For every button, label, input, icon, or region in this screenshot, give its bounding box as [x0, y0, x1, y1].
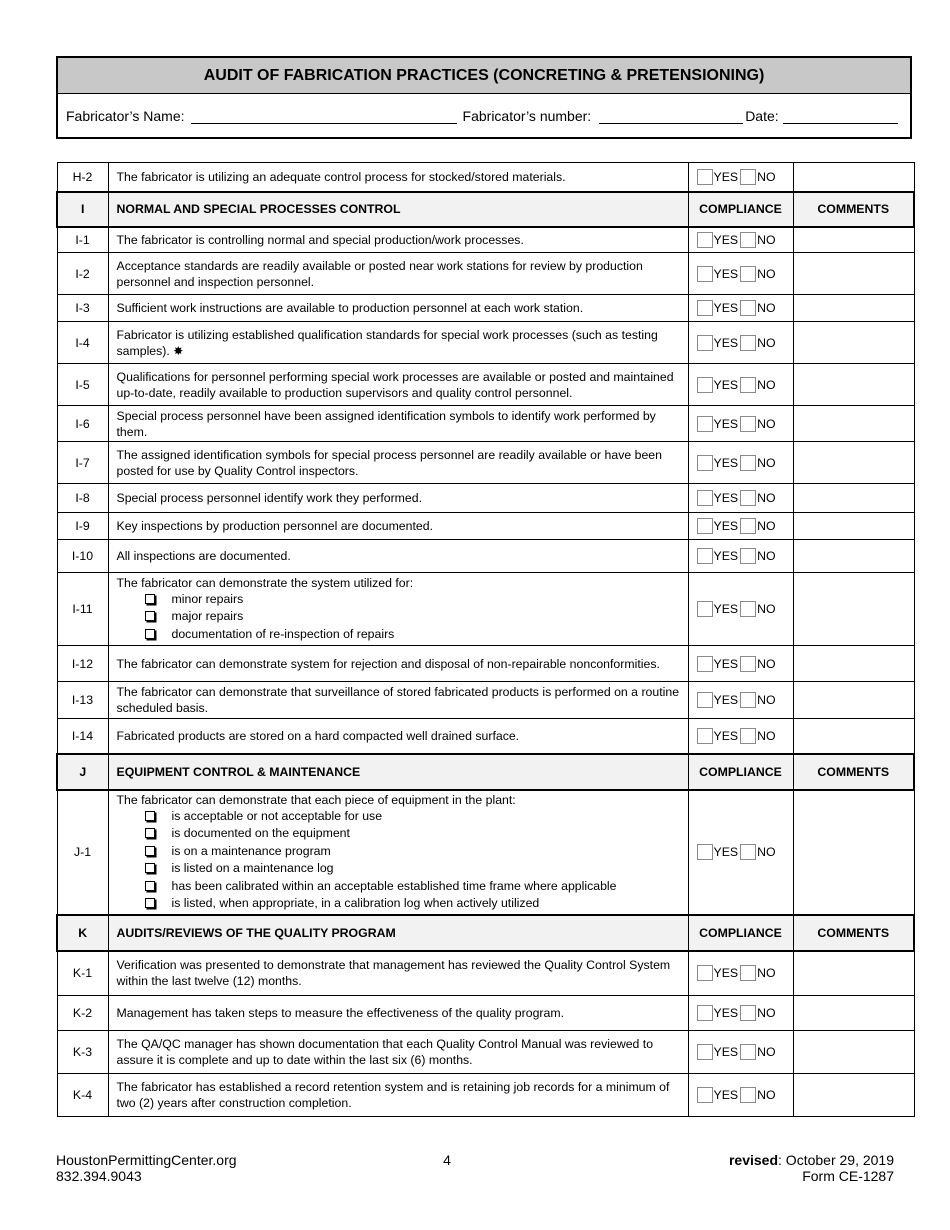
comments-cell[interactable]: [793, 484, 914, 513]
yes-checkbox[interactable]: [697, 548, 713, 564]
item-code: I-12: [57, 646, 108, 682]
list-item: has been calibrated within an acceptable established time frame where applicable: [117, 878, 680, 896]
comments-cell[interactable]: [793, 1074, 914, 1117]
section-title: AUDITS/REVIEWS OF THE QUALITY PROGRAM: [108, 915, 688, 951]
comments-cell[interactable]: [793, 540, 914, 573]
yes-checkbox[interactable]: [697, 232, 713, 248]
item-code: I-2: [57, 253, 108, 295]
fabricator-name-field[interactable]: [191, 109, 457, 124]
list-item: is documented on the equipment: [117, 825, 680, 843]
comments-cell[interactable]: [793, 996, 914, 1031]
compliance-cell: [688, 996, 793, 1031]
item-text: Special process personnel have been assigned identification symbols to identify work performed by them.: [108, 406, 688, 442]
yes-checkbox[interactable]: [697, 728, 713, 744]
item-text: All inspections are documented.: [108, 540, 688, 573]
item-text: The fabricator can demonstrate that surveillance of stored fabricated products is performed on a routine scheduled basis.: [108, 682, 688, 719]
no-checkbox[interactable]: [740, 377, 756, 393]
item-code: I-11: [57, 573, 108, 646]
no-label: NO: [757, 519, 776, 533]
item-code: K-4: [57, 1074, 108, 1117]
section-code: K: [57, 915, 108, 951]
list-item: documentation of re-inspection of repairs: [117, 626, 680, 644]
compliance-cell: [688, 253, 793, 295]
compliance-cell: [688, 295, 793, 322]
no-checkbox[interactable]: [740, 518, 756, 534]
section-title: EQUIPMENT CONTROL & MAINTENANCE: [108, 754, 688, 790]
no-checkbox[interactable]: [740, 548, 756, 564]
no-checkbox[interactable]: [740, 728, 756, 744]
comments-cell[interactable]: [793, 719, 914, 754]
item-text-cell: [108, 573, 688, 646]
yes-checkbox[interactable]: [697, 455, 713, 471]
no-label: NO: [757, 549, 776, 563]
table-row: [57, 322, 914, 364]
yes-checkbox[interactable]: [697, 518, 713, 534]
compliance-header: COMPLIANCE: [688, 915, 793, 951]
comments-cell[interactable]: [793, 322, 914, 364]
yes-checkbox[interactable]: [697, 656, 713, 672]
compliance-cell: [688, 163, 793, 192]
item-code: I-3: [57, 295, 108, 322]
comments-cell[interactable]: [793, 682, 914, 719]
compliance-cell: [688, 646, 793, 682]
compliance-cell: [688, 406, 793, 442]
no-label: NO: [757, 656, 776, 671]
section-header-row: [57, 192, 914, 227]
item-text-cell: [108, 790, 688, 915]
compliance-cell: [688, 540, 793, 573]
comments-cell[interactable]: [793, 573, 914, 646]
section-header-row: [57, 915, 914, 951]
yes-label: YES: [713, 845, 739, 859]
date-label: Date:: [745, 108, 779, 124]
header-fields: [58, 94, 910, 138]
item-code: K-1: [57, 951, 108, 996]
no-checkbox[interactable]: [740, 656, 756, 672]
table-row: [57, 1031, 914, 1074]
item-code: J-1: [57, 790, 108, 915]
list-item: is on a maintenance program: [117, 843, 680, 861]
table-row: [57, 484, 914, 513]
yes-checkbox[interactable]: [697, 965, 713, 981]
item-code: I-6: [57, 406, 108, 442]
table-row: [57, 951, 914, 996]
comments-cell[interactable]: [793, 253, 914, 295]
yes-checkbox[interactable]: [697, 692, 713, 708]
no-checkbox[interactable]: [740, 692, 756, 708]
no-label: NO: [757, 169, 776, 184]
compliance-cell: [688, 682, 793, 719]
yes-label: YES: [713, 693, 739, 707]
item-text: The assigned identification symbols for special process personnel are readily available or have been posted for use by Quality Control inspectors.: [108, 442, 688, 484]
no-checkbox[interactable]: [740, 232, 756, 248]
yes-label: YES: [713, 335, 739, 350]
no-label: NO: [757, 335, 776, 350]
item-code: K-3: [57, 1031, 108, 1074]
footer-left: [56, 1152, 237, 1184]
item-text: Fabricator is utilizing established qualification standards for special work processes (such as testing samples).: [116, 327, 658, 358]
no-label: NO: [757, 455, 776, 470]
section-header-row: [57, 754, 914, 790]
item-text-cell: [108, 322, 688, 364]
yes-checkbox[interactable]: [697, 844, 713, 860]
yes-label: YES: [713, 377, 739, 392]
yes-checkbox[interactable]: [697, 416, 713, 432]
yes-checkbox[interactable]: [697, 300, 713, 316]
comments-header: COMMENTS: [793, 915, 914, 951]
compliance-cell: [688, 513, 793, 540]
table-row: [57, 295, 914, 322]
form-title: AUDIT OF FABRICATION PRACTICES (CONCRETING & PRETENSIONING): [58, 58, 910, 94]
section-title: NORMAL AND SPECIAL PROCESSES CONTROL: [108, 192, 688, 227]
no-label: NO: [757, 491, 776, 505]
no-checkbox[interactable]: [740, 1087, 756, 1103]
checkbox-icon: [145, 828, 155, 838]
checkbox-icon: [145, 863, 155, 873]
no-label: NO: [757, 266, 776, 281]
yes-label: YES: [713, 301, 739, 315]
compliance-cell: [688, 322, 793, 364]
table-row: [57, 573, 914, 646]
no-checkbox[interactable]: [740, 266, 756, 282]
fabricator-name-label: Fabricator’s Name:: [66, 108, 185, 124]
list-item: minor repairs: [117, 591, 680, 609]
yes-label: YES: [713, 519, 739, 533]
table-row: [57, 646, 914, 682]
list-item: is listed, when appropriate, in a calibration log when actively utilized: [117, 895, 680, 913]
yes-label: YES: [713, 232, 739, 247]
compliance-cell: [688, 573, 793, 646]
yes-checkbox[interactable]: [697, 169, 713, 185]
yes-label: YES: [713, 602, 739, 616]
item-text: Qualifications for personnel performing special work processes are available or posted and maintained up-to-date, readily available to production supervisors and quality control personnel.: [108, 364, 688, 406]
item-text: Verification was presented to demonstrate that management has reviewed the Quality Control System within the last twelve (12) months.: [108, 951, 688, 996]
table-row: [57, 540, 914, 573]
page-number: 4: [443, 1152, 451, 1168]
item-text: Sufficient work instructions are available to production personnel at each work station.: [108, 295, 688, 322]
no-label: NO: [757, 966, 776, 981]
audit-table: [56, 162, 915, 1117]
yes-checkbox[interactable]: [697, 266, 713, 282]
yes-label: YES: [713, 728, 739, 743]
list-item: major repairs: [117, 608, 680, 626]
checkbox-icon: [145, 898, 155, 908]
item-text: The QA/QC manager has shown documentation that each Quality Control Manual was reviewed to assure it is complete and up to date within the last six (6) months.: [108, 1031, 688, 1074]
no-label: NO: [757, 1045, 776, 1059]
checkbox-icon: [145, 594, 155, 604]
comments-cell[interactable]: [793, 163, 914, 192]
no-checkbox[interactable]: [740, 965, 756, 981]
sub-item-list: [117, 591, 680, 644]
yes-label: YES: [713, 1006, 739, 1020]
table-row: [57, 406, 914, 442]
revised-label: revised: [728, 1152, 779, 1168]
checkbox-icon: [145, 846, 155, 856]
no-label: NO: [757, 416, 776, 431]
no-label: NO: [757, 301, 776, 315]
yes-checkbox[interactable]: [697, 490, 713, 506]
item-text: The fabricator can demonstrate that each piece of equipment in the plant:: [116, 792, 516, 807]
yes-label: YES: [713, 1045, 739, 1059]
no-label: NO: [757, 693, 776, 707]
checkbox-icon: [145, 811, 155, 821]
item-code: I-1: [57, 227, 108, 253]
table-row: [57, 227, 914, 253]
no-checkbox[interactable]: [740, 335, 756, 351]
compliance-cell: [688, 1031, 793, 1074]
no-checkbox[interactable]: [740, 416, 756, 432]
yes-label: YES: [713, 266, 739, 281]
yes-label: YES: [713, 169, 739, 184]
list-item: is acceptable or not acceptable for use: [117, 808, 680, 826]
yes-checkbox[interactable]: [697, 601, 713, 617]
item-code: H-2: [57, 163, 108, 192]
checkbox-icon: [145, 629, 155, 639]
comments-cell[interactable]: [793, 364, 914, 406]
comments-cell[interactable]: [793, 227, 914, 253]
table-row: [57, 163, 914, 192]
list-item: is listed on a maintenance log: [117, 860, 680, 878]
table-row: [57, 996, 914, 1031]
item-text: Special process personnel identify work they performed.: [108, 484, 688, 513]
revised-date: : October 29, 2019: [778, 1152, 894, 1168]
comments-header: COMMENTS: [793, 192, 914, 227]
item-text: Key inspections by production personnel are documented.: [108, 513, 688, 540]
yes-checkbox[interactable]: [697, 335, 713, 351]
comments-cell[interactable]: [793, 513, 914, 540]
footer-revised: [729, 1152, 894, 1168]
item-code: I-14: [57, 719, 108, 754]
item-text: Management has taken steps to measure the effectiveness of the quality program.: [108, 996, 688, 1031]
compliance-cell: [688, 1074, 793, 1117]
comments-cell[interactable]: [793, 646, 914, 682]
section-code: I: [57, 192, 108, 227]
item-code: I-9: [57, 513, 108, 540]
yes-label: YES: [713, 966, 739, 981]
compliance-header: COMPLIANCE: [688, 754, 793, 790]
compliance-cell: [688, 719, 793, 754]
footer-website: HoustonPermittingCenter.org: [56, 1152, 237, 1168]
no-label: NO: [757, 845, 776, 859]
footer-right: [729, 1152, 894, 1184]
table-row: [57, 790, 914, 915]
yes-checkbox[interactable]: [697, 377, 713, 393]
item-text: The fabricator has established a record retention system and is retaining job records for a minimum of two (2) years after construction completion.: [108, 1074, 688, 1117]
yes-label: YES: [713, 656, 739, 671]
compliance-header: COMPLIANCE: [688, 192, 793, 227]
comments-header: COMMENTS: [793, 754, 914, 790]
no-checkbox[interactable]: [740, 300, 756, 316]
yes-label: YES: [713, 1088, 739, 1102]
item-code: I-5: [57, 364, 108, 406]
item-text: Fabricated products are stored on a hard compacted well drained surface.: [108, 719, 688, 754]
no-label: NO: [757, 232, 776, 247]
no-label: NO: [757, 602, 776, 616]
no-checkbox[interactable]: [740, 1005, 756, 1021]
fabricator-number-field[interactable]: [599, 109, 743, 124]
comments-cell[interactable]: [793, 442, 914, 484]
footer-form-number: Form CE-1287: [802, 1168, 894, 1184]
yes-label: YES: [713, 455, 739, 470]
no-label: NO: [757, 728, 776, 743]
date-field[interactable]: [783, 109, 898, 124]
item-text: Acceptance standards are readily available or posted near work stations for review by production personnel and inspection personnel.: [108, 253, 688, 295]
item-text: The fabricator can demonstrate the system utilized for:: [116, 575, 414, 590]
yes-label: YES: [713, 549, 739, 563]
table-row: [57, 1074, 914, 1117]
compliance-cell: [688, 790, 793, 915]
item-text: The fabricator is utilizing an adequate control process for stocked/stored materials.: [108, 163, 688, 192]
item-text: The fabricator is controlling normal and special production/work processes.: [108, 227, 688, 253]
footer-phone: 832.394.9043: [56, 1168, 142, 1184]
no-label: NO: [757, 1006, 776, 1020]
no-checkbox[interactable]: [740, 169, 756, 185]
yes-label: YES: [713, 491, 739, 505]
yes-checkbox[interactable]: [697, 1044, 713, 1060]
compliance-cell: [688, 227, 793, 253]
item-code: I-10: [57, 540, 108, 573]
comments-cell[interactable]: [793, 790, 914, 915]
compliance-cell: [688, 484, 793, 513]
compliance-cell: [688, 364, 793, 406]
no-checkbox[interactable]: [740, 844, 756, 860]
compliance-cell: [688, 442, 793, 484]
comments-cell[interactable]: [793, 406, 914, 442]
compliance-cell: [688, 951, 793, 996]
fabricator-number-label: Fabricator’s number:: [462, 108, 592, 124]
no-label: NO: [757, 1088, 776, 1102]
table-row: [57, 682, 914, 719]
checkbox-icon: [145, 611, 155, 621]
comments-cell[interactable]: [793, 295, 914, 322]
table-row: [57, 364, 914, 406]
yes-checkbox[interactable]: [697, 1005, 713, 1021]
item-code: I-13: [57, 682, 108, 719]
yes-checkbox[interactable]: [697, 1087, 713, 1103]
asterisk-icon: ✸: [173, 343, 184, 358]
no-label: NO: [757, 377, 776, 392]
checkbox-icon: [145, 881, 155, 891]
comments-cell[interactable]: [793, 951, 914, 996]
no-checkbox[interactable]: [740, 455, 756, 471]
item-code: I-8: [57, 484, 108, 513]
no-checkbox[interactable]: [740, 1044, 756, 1060]
table-row: [57, 719, 914, 754]
item-code: I-4: [57, 322, 108, 364]
no-checkbox[interactable]: [740, 490, 756, 506]
item-code: I-7: [57, 442, 108, 484]
table-row: [57, 442, 914, 484]
item-text: The fabricator can demonstrate system for rejection and disposal of non-repairable nonconformities.: [108, 646, 688, 682]
yes-label: YES: [713, 416, 739, 431]
section-code: J: [57, 754, 108, 790]
table-row: [57, 253, 914, 295]
no-checkbox[interactable]: [740, 601, 756, 617]
table-row: [57, 513, 914, 540]
sub-item-list: [117, 808, 680, 913]
comments-cell[interactable]: [793, 1031, 914, 1074]
item-code: K-2: [57, 996, 108, 1031]
form-header: [56, 56, 912, 139]
